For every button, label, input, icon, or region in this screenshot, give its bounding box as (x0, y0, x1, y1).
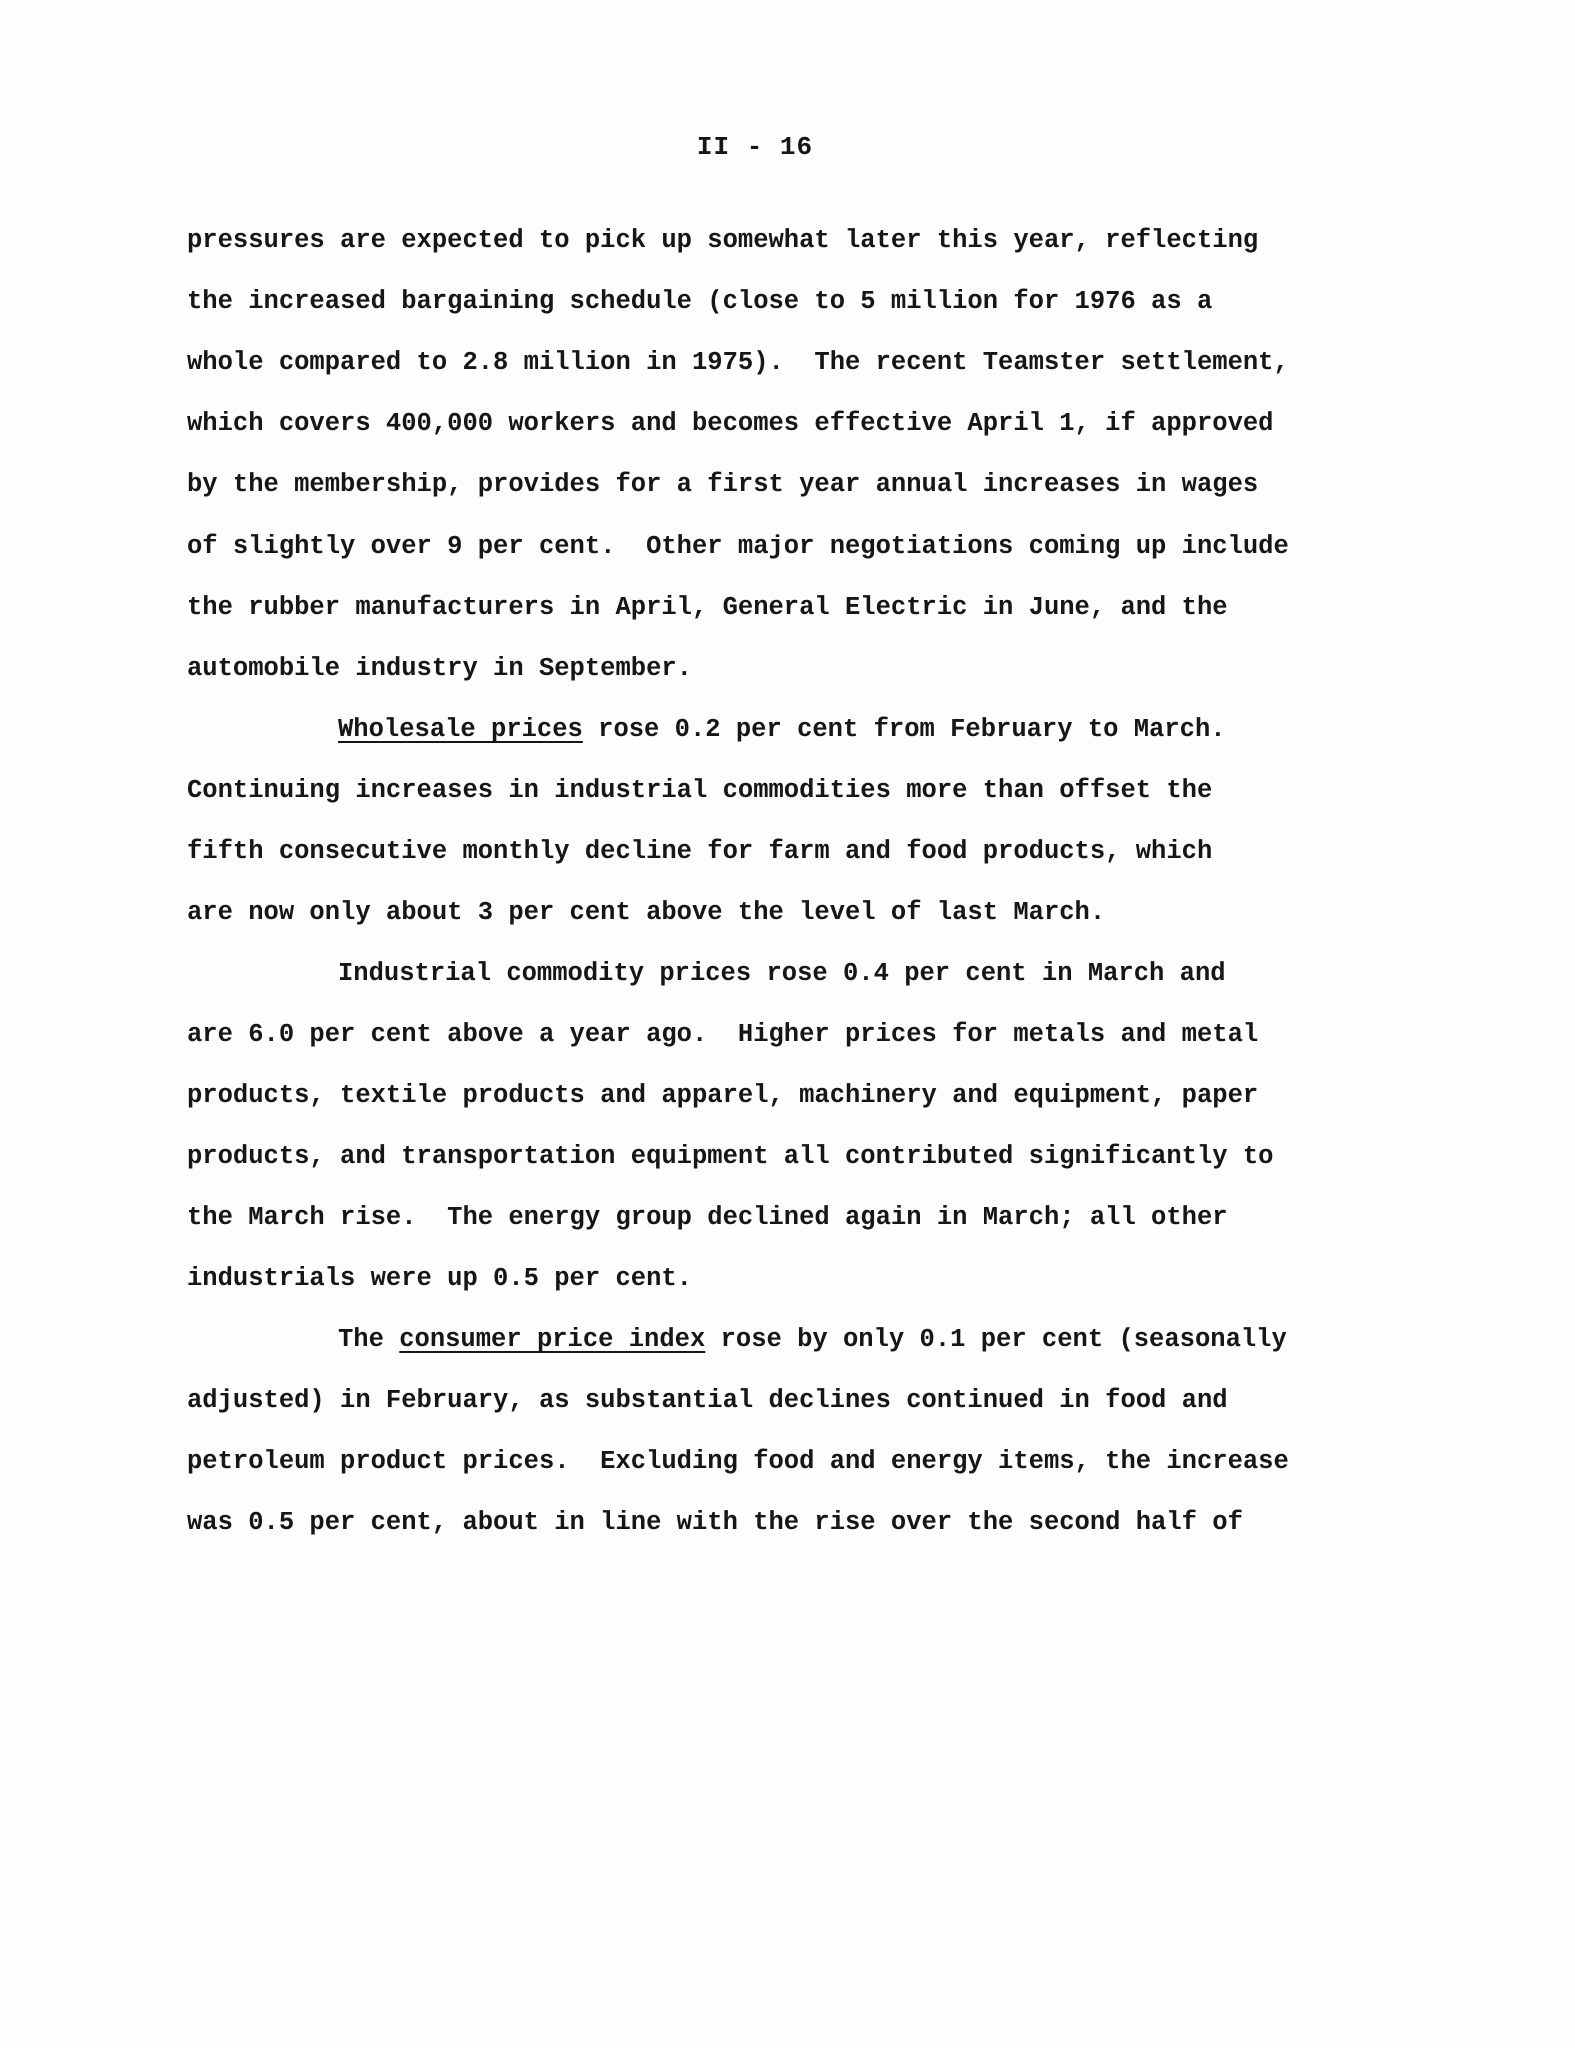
text-line: was 0.5 per cent, about in line with the rise over the second half of (187, 1508, 1243, 1537)
text-line: are 6.0 per cent above a year ago. Higher prices for metals and metal (187, 1020, 1259, 1049)
text-line: by the membership, provides for a first year annual increases in wages (187, 470, 1259, 499)
text-line: of slightly over 9 per cent. Other major negotiations coming up include (187, 532, 1289, 561)
text-fragment: The (338, 1325, 400, 1354)
text-fragment: rose 0.2 per cent from February to March. (582, 715, 1226, 744)
text-line: petroleum product prices. Excluding food and energy items, the increase (187, 1447, 1289, 1476)
text-line: the rubber manufacturers in April, General Electric in June, and the (187, 593, 1228, 622)
wholesale-prices-heading: Wholesale prices (338, 715, 583, 744)
text-line: automobile industry in September. (187, 654, 692, 683)
text-fragment: rose by only 0.1 per cent (seasonally (705, 1325, 1287, 1354)
text-line: products, textile products and apparel, machinery and equipment, paper (187, 1081, 1259, 1110)
text-line: Continuing increases in industrial commodities more than offset the (187, 776, 1213, 805)
text-line: fifth consecutive monthly decline for farm and food products, which (187, 837, 1213, 866)
text-line: which covers 400,000 workers and becomes effective April 1, if approved (187, 409, 1274, 438)
text-line: whole compared to 2.8 million in 1975). The recent Teamster settlement, (187, 348, 1289, 377)
text-line: industrials were up 0.5 per cent. (187, 1264, 692, 1293)
text-line: pressures are expected to pick up somewhat later this year, reflecting (187, 226, 1259, 255)
text-line: the increased bargaining schedule (close to 5 million for 1976 as a (187, 287, 1213, 316)
text-line: are now only about 3 per cent above the level of last March. (187, 898, 1106, 927)
page-number: II - 16 (696, 132, 814, 162)
text-line (338, 715, 1226, 745)
consumer-price-index-heading: consumer price index (399, 1325, 706, 1354)
text-line: Industrial commodity prices rose 0.4 per cent in March and (338, 959, 1226, 988)
text-line: the March rise. The energy group declined again in March; all other (187, 1203, 1228, 1232)
text-line (338, 1325, 1287, 1355)
text-line: adjusted) in February, as substantial declines continued in food and (187, 1386, 1228, 1415)
text-line: products, and transportation equipment all contributed significantly to (187, 1142, 1274, 1171)
